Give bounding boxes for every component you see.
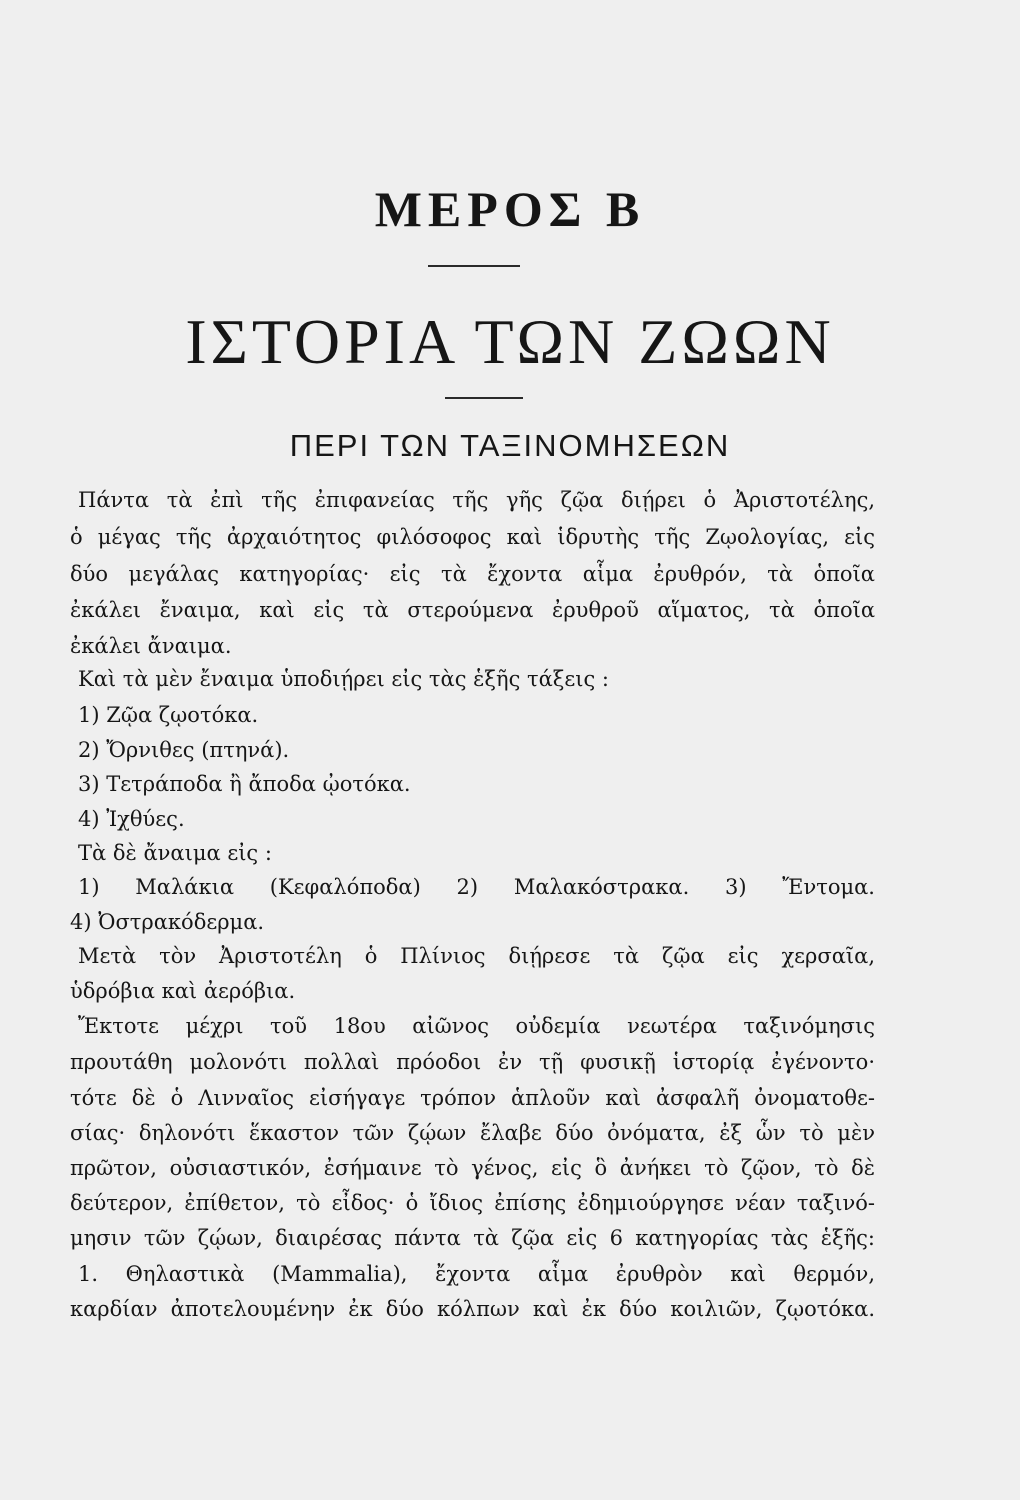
divider-rule [428, 265, 520, 267]
text-line: δεύτερον, ἐπίθετον, τὸ εἶδος· ὁ ἴδιος ἐπίσης ἐδημιούργησε νέαν ταξινό- [70, 1191, 875, 1215]
list-item: 2) Ὄρνιθες (πτηνά). [78, 738, 290, 762]
list-item: 1) Ζῷα ζῳοτόκα. [78, 703, 259, 727]
text-line: καρδίαν ἀποτελουμένην ἐκ δύο κόλπων καὶ ἐκ δύο κοιλιῶν, ζῳοτόκα. [70, 1297, 875, 1321]
text-line: ὁ μέγας τῆς ἀρχαιότητος φιλόσοφος καὶ ἱδρυτὴς τῆς Ζῳολογίας, εἰς [70, 525, 875, 549]
list-item: 3) Τετράποδα ἢ ἄποδα ᾠοτόκα. [78, 772, 411, 796]
text-line: ἐκάλει ἔναιμα, καὶ εἰς τὰ στερούμενα ἐρυθροῦ αἵματος, τὰ ὁποῖα [70, 598, 875, 622]
text-line: μησιν τῶν ζῴων, διαιρέσας πάντα τὰ ζῷα εἰς 6 κατηγορίας τὰς ἑξῆς: [70, 1226, 875, 1250]
text-line: προυτάθη μολονότι πολλαὶ πρόοδοι ἐν τῇ φυσικῇ ἱστορίᾳ ἐγένοντο· [70, 1050, 875, 1074]
part-heading: ΜΕΡΟΣ Β [374, 181, 646, 237]
divider-rule [445, 397, 523, 399]
text-line: 1. Θηλαστικὰ (Mammalia), ἔχοντα αἷμα ἐρυθρὸν καὶ θερμόν, [78, 1262, 875, 1286]
text-line: Ἔκτοτε μέχρι τοῦ 18ου αἰῶνος οὐδεμία νεωτέρα ταξινόμησις [78, 1014, 875, 1038]
text-line: ἐκάλει ἄναιμα. [70, 634, 232, 658]
text-line: Μετὰ τὸν Ἀριστοτέλη ὁ Πλίνιος διῄρεσε τὰ ζῷα εἰς χερσαῖα, [78, 944, 875, 968]
text-line: δύο μεγάλας κατηγορίας· εἰς τὰ ἔχοντα αἷμα ἐρυθρόν, τὰ ὁποῖα [70, 562, 875, 586]
list-item: 1) Μαλάκια (Κεφαλόποδα) 2) Μαλακόστρακα. 3) Ἔντομα. [78, 875, 875, 899]
text-line: πρῶτον, οὐσιαστικόν, ἐσήμαινε τὸ γένος, εἰς ὃ ἀνήκει τὸ ζῷον, τὸ δὲ [70, 1156, 875, 1180]
text-line: Καὶ τὰ μὲν ἔναιμα ὑποδιῄρει εἰς τὰς ἑξῆς τάξεις : [78, 667, 609, 691]
text-line: Τὰ δὲ ἄναιμα εἰς : [78, 841, 272, 865]
text-line: τότε δὲ ὁ Λινναῖος εἰσήγαγε τρόπον ἁπλοῦν καὶ ἀσφαλῆ ὀνοματοθε- [70, 1086, 875, 1110]
list-item: 4) Ὀστρακόδερμα. [70, 910, 265, 934]
text-line: Πάντα τὰ ἐπὶ τῆς ἐπιφανείας τῆς γῆς ζῷα διῄρει ὁ Ἀριστοτέλης, [78, 488, 875, 512]
list-item: 4) Ἰχθύες. [78, 807, 185, 831]
text-line: ὑδρόβια καὶ ἀερόβια. [70, 979, 296, 1003]
section-title: ΠΕΡΙ ΤΩΝ ΤΑΞΙΝΟΜΗΣΕΩΝ [289, 428, 731, 463]
main-title: ΙΣΤΟΡΙΑ ΤΩΝ ΖΩΩΝ [185, 306, 835, 377]
text-line: σίας· δηλονότι ἕκαστον τῶν ζῴων ἔλαβε δύο ὀνόματα, ἐξ ὧν τὸ μὲν [70, 1121, 875, 1145]
